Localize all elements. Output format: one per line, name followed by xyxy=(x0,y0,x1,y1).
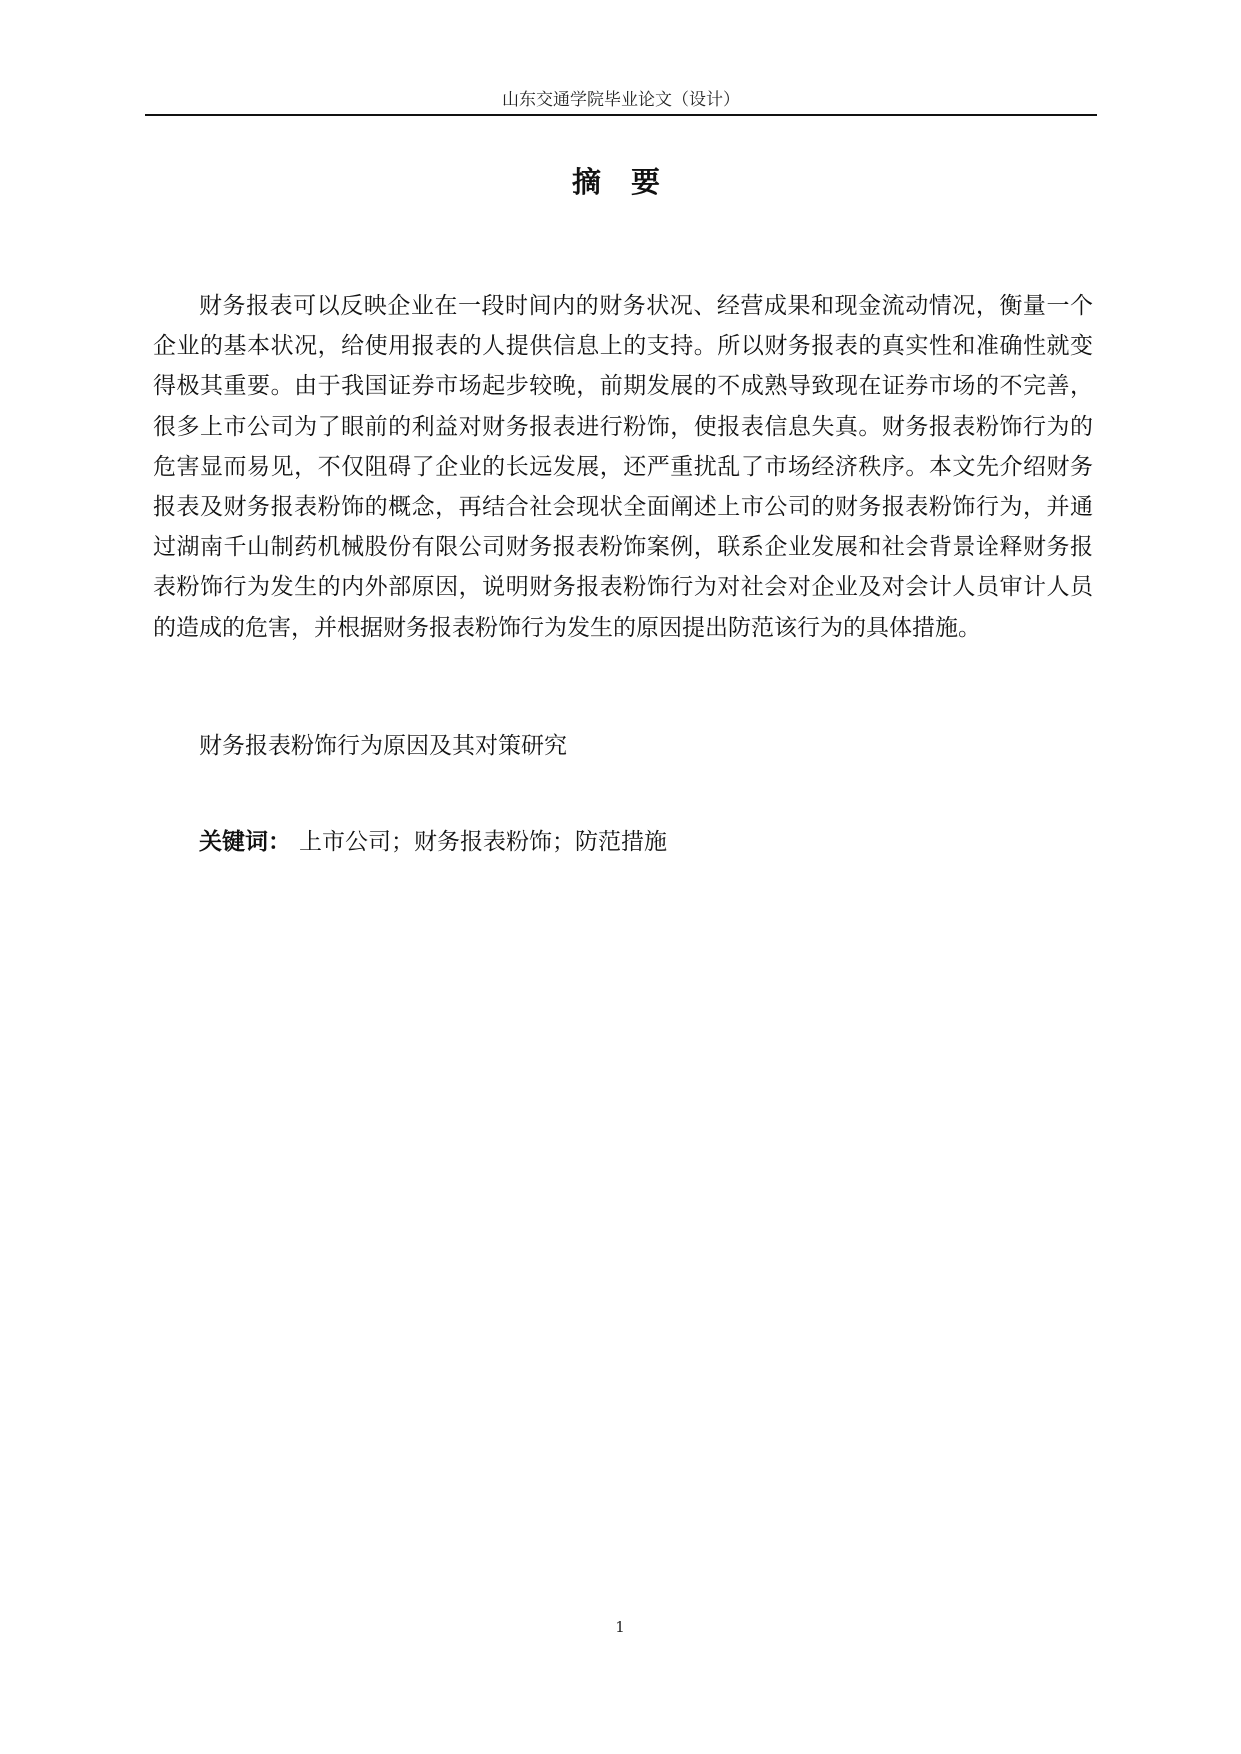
abstract-body: 财务报表可以反映企业在一段时间内的财务状况、经营成果和现金流动情况，衡量一个企业的基本状况，给使用报表的人提供信息上的支持。所以财务报表的真实性和准确性就变得极其重要。由于我国证券市场起步较晚，前期发展的不成熟导致现在证券市场的不完善，很多上市公司为了眼前的利益对财务报表进行粉饰，使报表信息失真。财务报表粉饰行为的危害显而易见，不仅阻碍了企业的长远发展，还严重扰乱了市场经济秩序。本文先介绍财务报表及财务报表粉饰的概念，再结合社会现状全面阐述上市公司的财务报表粉饰行为，并通过湖南千山制药机械股份有限公司财务报表粉饰案例，联系企业发展和社会背景诠释财务报表粉饰行为发生的内外部原因，说明财务报表粉饰行为对社会对企业及对会计人员审计人员的造成的危害，并根据财务报表粉饰行为发生的原因提出防范该行为的具体措施。 xyxy=(153,293,1093,641)
thesis-subject-line: 财务报表粉饰行为原因及其对策研究 xyxy=(199,733,567,759)
abstract-title: 摘 要 xyxy=(571,165,671,199)
running-header: 山东交通学院毕业论文（设计） xyxy=(502,90,740,110)
keywords-label: 关键词： xyxy=(199,829,291,855)
page-number: 1 xyxy=(615,1618,625,1636)
header-rule xyxy=(145,114,1097,116)
keywords-value: 上市公司；财务报表粉饰；防范措施 xyxy=(299,829,667,855)
keywords-line xyxy=(199,822,1079,862)
